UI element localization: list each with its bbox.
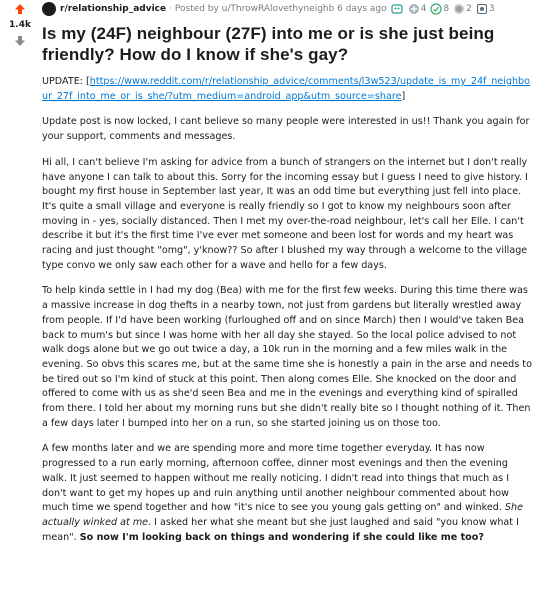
update-bracket: ] [401, 90, 406, 102]
intro-paragraph: Hi all, I can't believe I'm asking for advice from a bunch of strangers on the internet but I don't really have anyone I can talk to about this. Sorry for the incoming essay but I guess I need to give history. I bought my first house in September last year, It was an odd time but everything just fell into place. It's quite a small village and everyone is really friendly so I got to know my neighbours soon after moving in - yes, socially distanced. Then I met my over-the-road neighbour, let's call her Elle. I can't describe it but it's the first time I've ever met someone and been lost for words and my heart was racing and just thought "omg", y'know?? So after I blushed my way through a welcome to the village type convo we only saw each other for a wave and hello for a few days. [42, 156, 528, 271]
months-text-mid: . I asked her what she meant but she just laughed and said "you know what I mean". [42, 516, 519, 543]
award-helpful-count: 4 [420, 4, 427, 14]
upvote-button[interactable] [13, 2, 27, 16]
post-container [42, 0, 532, 556]
award-wholesome[interactable] [391, 3, 404, 15]
upvote-arrow-icon [14, 3, 26, 15]
hugz-award-icon [476, 3, 488, 15]
award-hugz[interactable] [476, 3, 495, 15]
months-italic-text: She actually winked at me [42, 502, 523, 528]
months-text-start: A few months later and we are spending more and more time together everyday. It has now progressed to a run early morning, afternoon coffee, dinner most evenings and then the evening walk. It just seemed to happen without me really noticing. I didn't read into things that much as I don't want to get my hopes up and ruin anything until another neighbour commented about how much time we spend together and how "it's nice to see you young gals getting on" and winked. [42, 443, 510, 514]
award-silver-count: 8 [443, 4, 450, 14]
downvote-button[interactable] [13, 34, 27, 48]
update-link[interactable]: https://www.reddit.com/r/relationship_advice/comments/l3w523/update_is_my_24f_neighbour_27f_into_me_or_is_she/?utm_medium=android_app&utm_source=share [42, 76, 531, 102]
locked-paragraph: Update post is now locked, I cant believe so many people were interested in us!! Thank you again for your support, comments and messages. [42, 116, 530, 143]
subreddit-icon[interactable] [42, 2, 56, 16]
award-helpful[interactable] [408, 3, 427, 15]
vote-count: 1.4k [9, 20, 31, 30]
award-hugz-count: 3 [488, 4, 495, 14]
wholesome-award-icon [391, 3, 403, 15]
months-bold-text: So now I'm looking back on things and wondering if she could like me too? [79, 531, 484, 543]
posted-by: · Posted by u/ThrowRAlovethyneighb 6 days ago [169, 4, 387, 14]
months-paragraph [42, 442, 532, 545]
subreddit-link[interactable]: r/relationship_advice [60, 4, 167, 14]
post-meta [42, 0, 532, 18]
helpful-award-icon [408, 3, 420, 15]
vote-column [0, 0, 40, 48]
post-body [42, 75, 532, 545]
silver-award-icon [430, 3, 442, 15]
update-paragraph [42, 75, 532, 104]
award-gold[interactable] [453, 3, 472, 15]
downvote-arrow-icon [14, 35, 26, 47]
post-title[interactable]: Is my (24F) neighbour (27F) into me or is she just being friendly? How do I know if she's gay? [42, 24, 495, 64]
award-silver[interactable] [430, 3, 449, 15]
dog-paragraph: To help kinda settle in I had my dog (Bea) with me for the first few weeks. During this time there was a massive increase in dog thefts in a nearby town, not just from gardens but literally wrestled away from people. If I'd have been working (furloughed off and on since March) then I would've taken Bea back to mum's but since I was home with her all day she stayed. So the local police advised to not walk dogs alone but we go out twice a day, a 10k run in the morning and a few miles walk in the evening. So obvs this scares me, but at the same time she is honestly a pain in the arse and needs to be tired out so I'm kind of stuck at this point. Then along comes Elle. She knocked on the door and offered to come with us as she'd seen Bea and me in the evenings and everything kind of spiralled from there. I told her about my morning runs but she didn't really bite so I thought nothing of it. Then a few days later I bumped into her on a run, so she started joining us on those too. [42, 285, 532, 429]
award-gold-count: 2 [466, 4, 472, 14]
update-label: UPDATE: [ [42, 76, 90, 87]
gold-award-icon [453, 3, 465, 15]
